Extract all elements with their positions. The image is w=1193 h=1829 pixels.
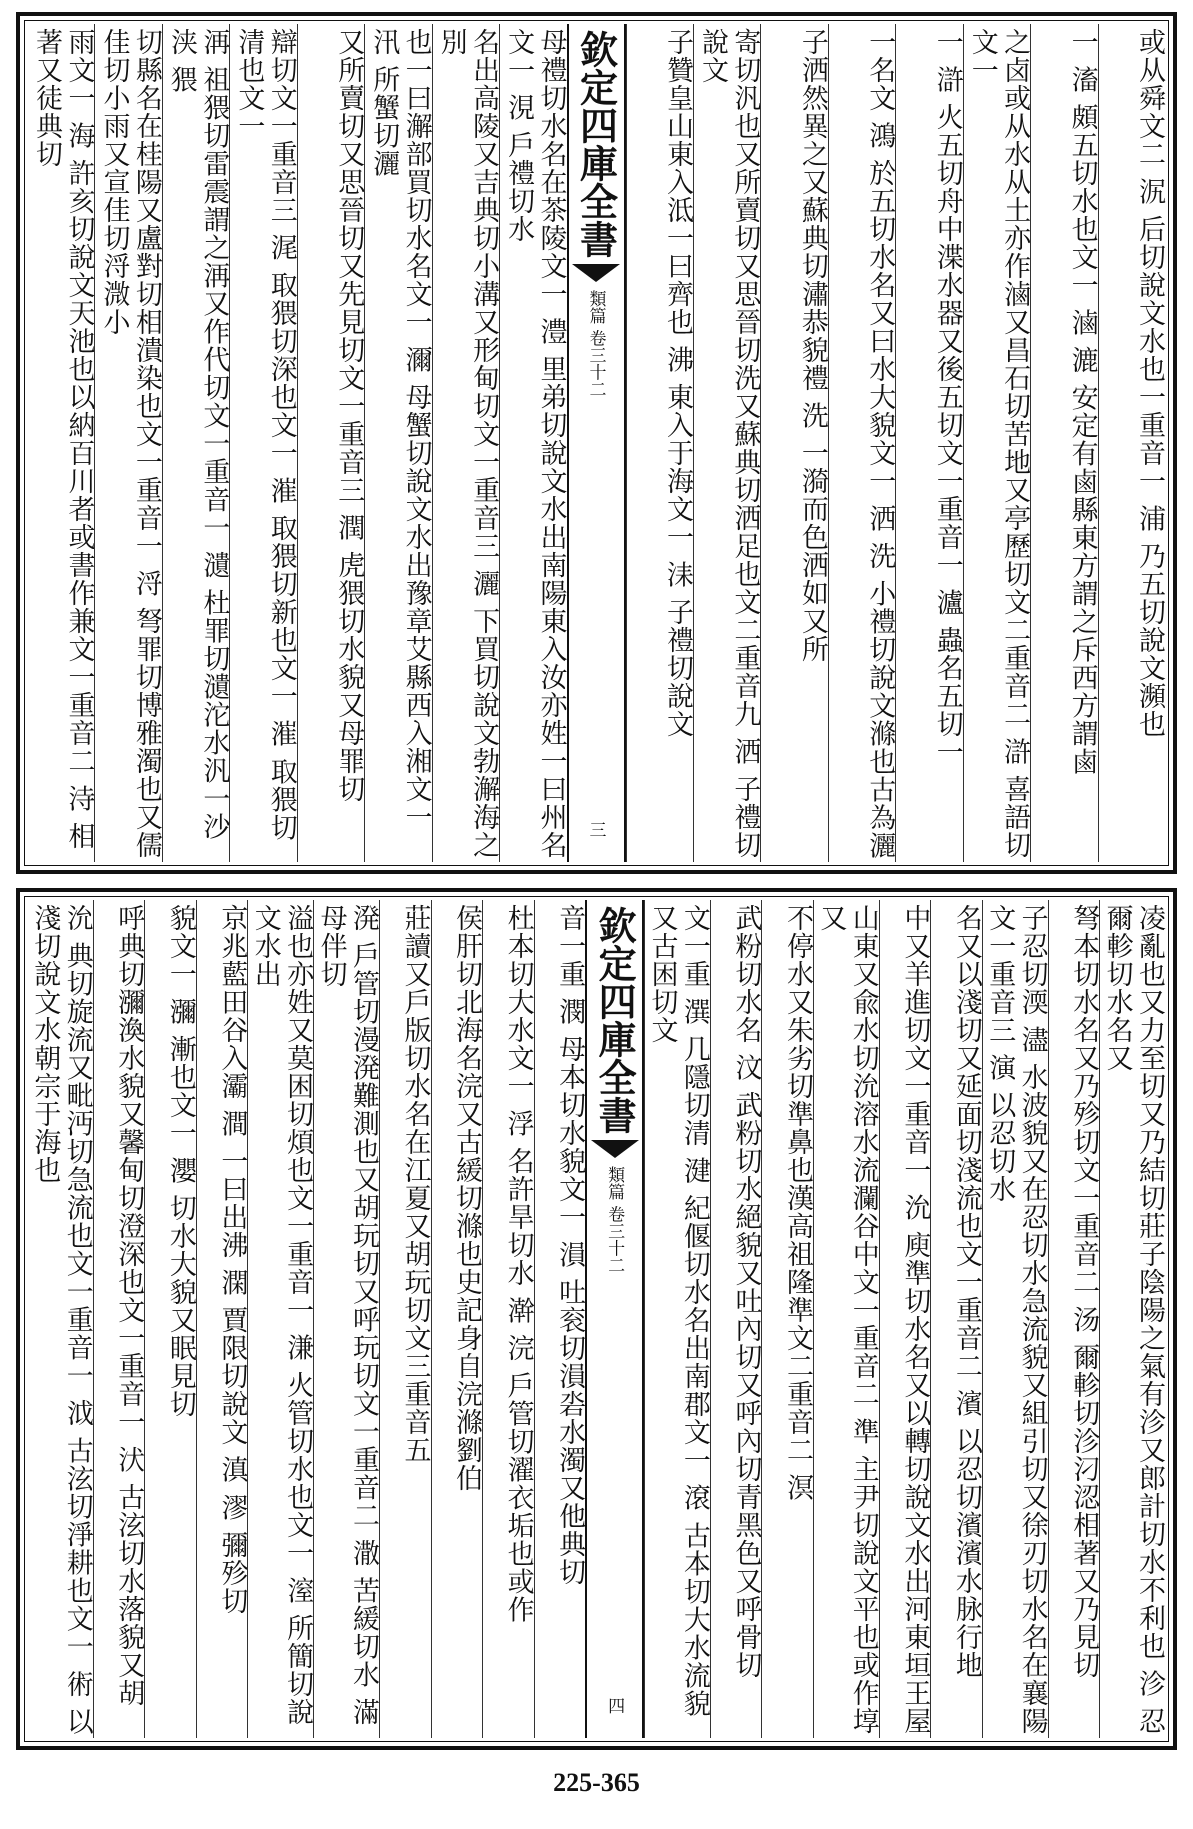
text-column: 溌 戶管切漫溌難測也又胡玩切又呼玩切文一重音二 潵 苦緩切水 滿 母伴切 [313, 900, 379, 1738]
text-column: 一名文 鴻 於五切水名又曰水大貌文一 洒 洗 小禮切說文滌也古為灑 [828, 24, 895, 862]
text-column: 弩本切水名又乃殄切文一重音二 汤 爾軫切沴汈涊相著又乃見切 [1048, 900, 1100, 1738]
text-column: 子洒然異之又蘇典切潚恭貌禮 洗 一漪而色洒如又所 [760, 24, 827, 862]
text-column: 呼典切瀰渙水貌又馨甸切澄深也文一重音一 汱 古泫切水落貌又胡 [93, 900, 145, 1738]
text-column: 侯肝切北海名浣又古緩切滌也史記身自浣滌劉伯 [431, 900, 483, 1738]
text-column: 一 滀 頗五切水也文一 滷 漉 安定有鹵縣東方謂之斥西方謂鹵 [1030, 24, 1097, 862]
text-column: 子忍切渜 濜 水波貌又在忍切水急流貌又組引切又徐刃切水名在襄陽文一重音三 演 以忍切水 [982, 900, 1048, 1738]
text-column: 溢也亦姓又莫困切煩也文一重音一 溓 火管切水也文一 潌 所簡切說文水出 [247, 900, 313, 1738]
text-column: 一 滸 火五切舟中渫水器又後五切文一重音一 瀘 蟲名五切一 [895, 24, 962, 862]
text-column: 子贊皇山東入泜一曰齊也 沸 東入于海文一 洡 子禮切說文 [626, 24, 693, 862]
text-column: 文一重 潠 几隱切清 湕 紀偃切水名出南郡文一 滾 古本切大水流貌又古困切文 [644, 900, 710, 1738]
text-column: 之卤或从水从土亦作滷又昌石切苦地又亭歷切文二重音二 滸 喜語切文一 [963, 24, 1030, 862]
text-column: 切縣名在桂陽又盧對切相潰染也文一重音一 浖 弩罪切博雅濁也又儒佳切小雨又宣佳切浖溦小 [94, 24, 161, 862]
text-column: 武粉切水名 汶 武粉切水絕貌又吐內切又呼內切青黑色又呼骨切 [710, 900, 762, 1738]
text-column: 中又羊進切文一重音一 沇 庾準切水名又以轉切說文水出河東垣王屋 [879, 900, 931, 1738]
volume-label: 類篇 卷三十二 [585, 290, 606, 398]
top-page-columns [28, 24, 1165, 862]
book-title: 欽定四庫全書 [573, 30, 619, 258]
leaf-number: 三 [585, 821, 606, 838]
text-column: 杜本切大水文一 浮 名許旱切水 澣 浣 戶管切濯衣垢也或作 [482, 900, 534, 1738]
scan-page-number: 225-365 [553, 1768, 640, 1797]
text-column: 也一曰澥部買切水名文一 濔 母蟹切說文水出豫章艾縣西入湘文一 汛 所蟹切灑 [364, 24, 431, 862]
book-title: 欽定四庫全書 [592, 906, 638, 1134]
leaf-number: 四 [604, 1697, 625, 1714]
fishtail-mark-icon [572, 264, 620, 282]
text-column: 或从舜文二 泦 后切說文水也一重音一 浦 乃五切說文瀕也 [1098, 24, 1165, 862]
text-column: 音一重 潣 母本切水貌文一 溳 吐衮切溳沯水濁又他典切 [534, 900, 586, 1738]
text-column: 貌文一 瀰 漸也文一 瀴 切水大貌又眠見切 [144, 900, 196, 1738]
text-column: 雨文一 海 許亥切說文天池也以納百川者或書作兼文一重音二 洔 相著又徒典切 [31, 28, 95, 851]
text-column: 京兆藍田谷入灞 澗 一曰出沸 澖 賈限切說文 滇 漻 彌殄切 [196, 900, 248, 1738]
center-fold-column [567, 24, 626, 862]
text-column: 母禮切水名在茶陵文一 澧 里弟切說文水出南陽東入汝亦姓一曰州名文一 涀 戶禮切水 [499, 24, 566, 862]
text-column: 名出高陵又吉典切小溝又形甸切文一重音三 灑 下買切說文勃澥海之別 [432, 24, 499, 862]
fishtail-mark-icon [591, 1140, 639, 1158]
text-column: 洅 祖猥切雷震謂之洅又作代切文一重音一 瀢 杜罪切瀢沱水汎一沙 浃 猥 [162, 24, 229, 862]
text-column: 名又以淺切又延面切淺流也文一重音二 濱 以忍切濱濱水脉行地 [930, 900, 982, 1738]
text-column: 山東又兪水切沇溶水流瀾谷中文一重音二 準 主尹切說文平也或作埻又 [813, 900, 879, 1738]
volume-label: 類篇 卷三十二 [604, 1166, 625, 1274]
text-column: 寄切汎也又所賣切又思晉切洗又蘇典切洒足也文二重音九 洒 子禮切說文 [693, 24, 760, 862]
bottom-page-frame [16, 888, 1177, 1750]
text-column: 又所賣切又思晉切又先見切文一重音三 潤 虎猥切水貌又母罪切 [297, 24, 364, 862]
top-page-frame [16, 12, 1177, 874]
text-column: 莊讀又戶版切水名在江夏又胡玩切文三重音五 [379, 900, 431, 1738]
text-column: 辯切文一重音三 浘 取猥切深也文一 漼 取猥切新也文一 漼 取猥切清也文一 [229, 24, 296, 862]
center-fold-column [585, 900, 644, 1738]
bottom-page-columns [28, 900, 1165, 1738]
text-column: 不停水又朱劣切準鼻也漢高祖隆準文二重音二 溟 [761, 900, 813, 1738]
text-column: 凌亂也又力至切又乃結切莊子陰陽之氣有沴又郎計切水不利也 沴 忍 爾軫切水名又 [1099, 900, 1165, 1738]
text-column: 沇 典切旋流又毗沔切急流也文一重音一 泧 古泫切淨耕也文一 術 以淺切說文水朝宗于海也 [29, 904, 93, 1736]
